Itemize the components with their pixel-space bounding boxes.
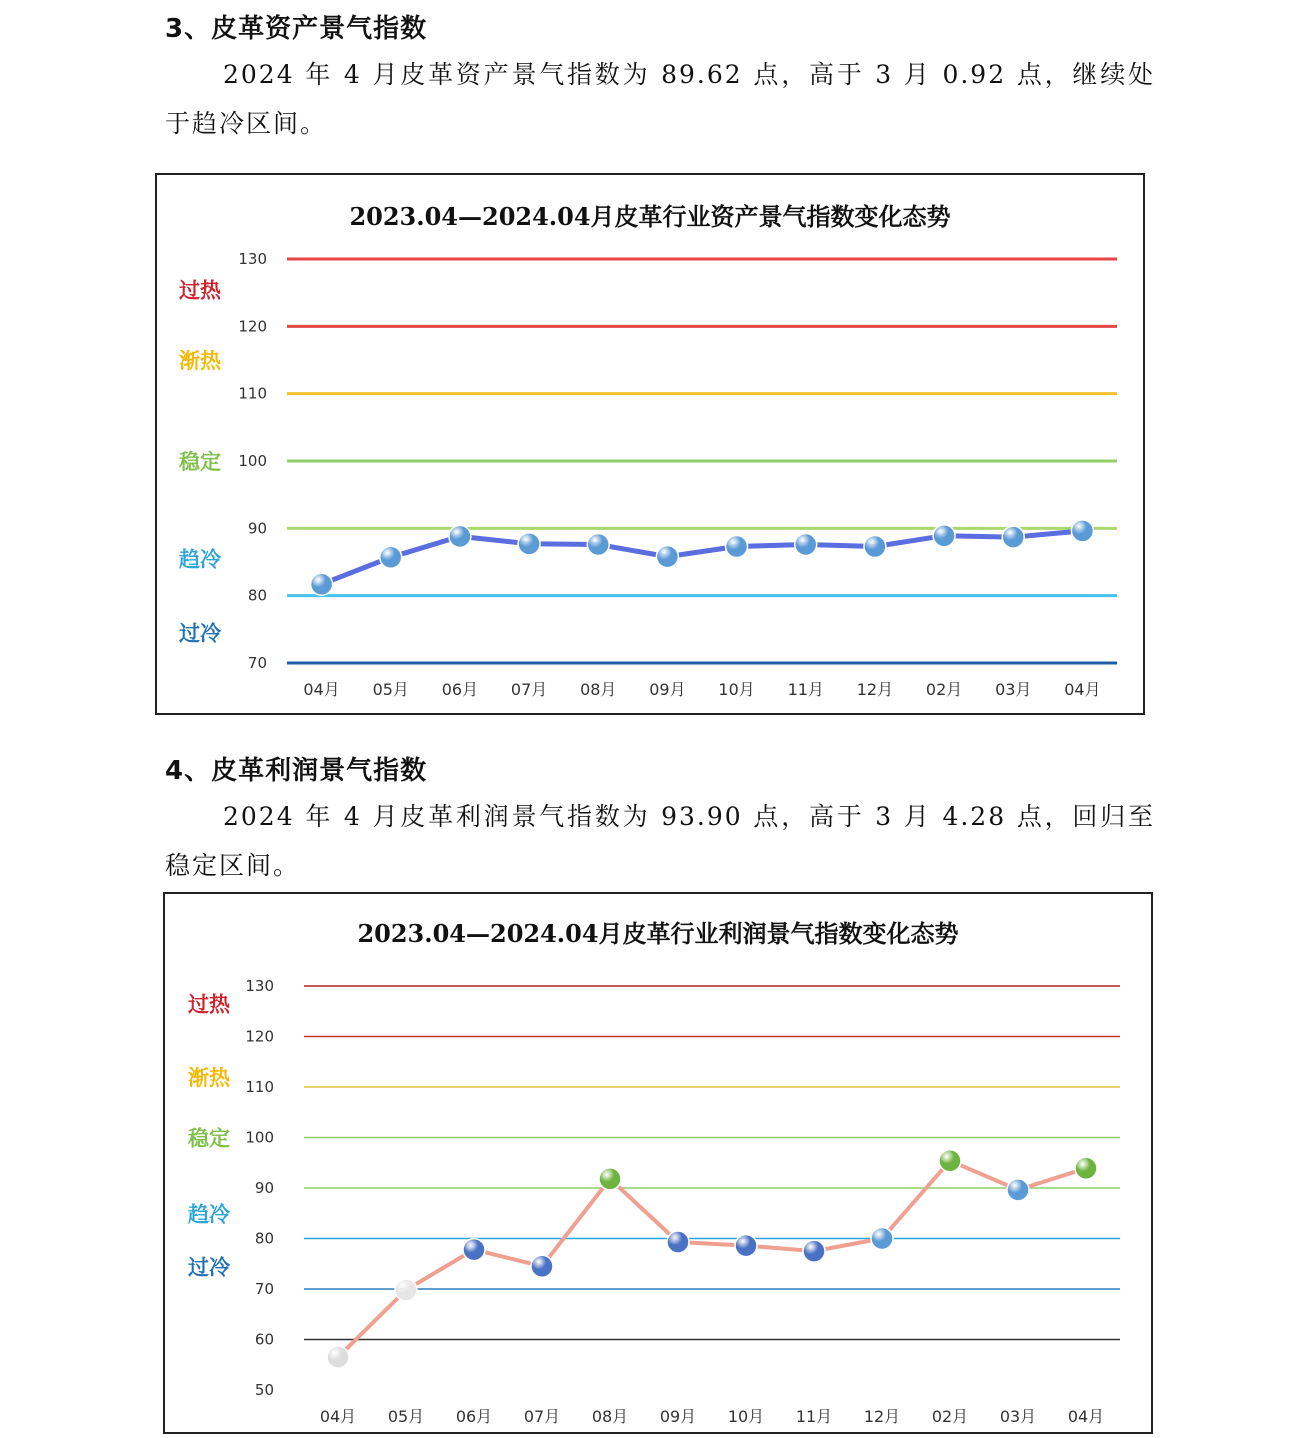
profit-zone-label: 过冷 <box>188 1255 230 1280</box>
profit-chart-frame <box>163 892 1153 1434</box>
section-heading-profit: 4、皮革利润景气指数 <box>165 756 428 786</box>
profit-ytick-label: 70 <box>254 1280 274 1298</box>
asset-xtick-label: 06月 <box>441 680 479 699</box>
asset-xtick-label: 07月 <box>510 680 548 699</box>
profit-data-point <box>599 1168 621 1190</box>
asset-data-point <box>933 525 955 547</box>
asset-ytick-label: 120 <box>238 317 267 336</box>
profit-xtick-label: 09月 <box>659 1407 697 1426</box>
asset-xtick-label: 02月 <box>925 680 963 699</box>
profit-xtick-label: 03月 <box>999 1407 1037 1426</box>
asset-zone-label: 稳定 <box>179 450 221 474</box>
profit-data-point <box>667 1231 689 1253</box>
profit-xtick-label: 04月 <box>319 1407 357 1426</box>
profit-xtick-label: 07月 <box>523 1407 561 1426</box>
profit-data-point <box>803 1240 825 1262</box>
asset-ytick-label: 110 <box>238 384 267 403</box>
profit-xtick-label: 08月 <box>591 1407 629 1426</box>
asset-chart-title: 2023.04—2024.04月皮革行业资产景气指数变化态势 <box>349 202 951 231</box>
asset-chart-svg <box>157 175 1143 713</box>
asset-data-point <box>449 525 471 547</box>
profit-data-point <box>395 1279 417 1301</box>
profit-ytick-label: 130 <box>245 977 274 995</box>
asset-data-point <box>587 533 609 555</box>
asset-data-point <box>518 533 540 555</box>
profit-ytick-label: 60 <box>254 1330 274 1349</box>
profit-data-point <box>871 1228 893 1250</box>
profit-xtick-label: 05月 <box>387 1407 425 1426</box>
asset-xtick-label: 12月 <box>856 680 894 699</box>
profit-zone-label: 趋冷 <box>188 1202 230 1227</box>
asset-data-point <box>380 546 402 568</box>
asset-chart-frame <box>155 173 1145 715</box>
profit-xtick-label: 06月 <box>455 1407 493 1426</box>
profit-data-point <box>735 1235 757 1257</box>
asset-xtick-label: 11月 <box>787 680 824 699</box>
profit-ytick-label: 80 <box>254 1229 274 1248</box>
asset-ytick-label: 130 <box>238 250 267 268</box>
profit-data-point <box>939 1150 961 1172</box>
profit-zone-label: 稳定 <box>188 1126 230 1151</box>
asset-ytick-label: 70 <box>247 654 267 672</box>
profit-ytick-label: 50 <box>254 1381 274 1399</box>
asset-data-point <box>1071 520 1093 542</box>
profit-xtick-label: 12月 <box>863 1407 901 1426</box>
section-paragraph-profit: 2024 年 4 月皮革利润景气指数为 93.90 点，高于 3 月 4.28 点，回归至稳定区间。 <box>165 802 1155 880</box>
asset-series-line <box>322 531 1083 584</box>
asset-zone-label: 过冷 <box>179 621 221 646</box>
asset-xtick-label: 10月 <box>718 680 755 699</box>
asset-data-point <box>656 546 678 568</box>
section-heading-asset: 3、皮革资产景气指数 <box>165 14 428 44</box>
profit-chart-title: 2023.04—2024.04月皮革行业利润景气指数变化态势 <box>357 919 959 948</box>
profit-data-point <box>327 1346 349 1368</box>
asset-data-point <box>1002 526 1024 548</box>
asset-data-point <box>311 573 333 595</box>
profit-ytick-label: 100 <box>245 1128 274 1147</box>
asset-zone-label: 渐热 <box>179 349 221 373</box>
asset-zone-label: 趋冷 <box>179 547 221 572</box>
profit-ytick-label: 120 <box>245 1027 274 1046</box>
profit-xtick-label: 10月 <box>727 1407 765 1426</box>
asset-ytick-label: 100 <box>238 452 267 470</box>
profit-xtick-label: 04月 <box>1067 1407 1105 1426</box>
asset-xtick-label: 04月 <box>1064 680 1101 699</box>
profit-series-line <box>338 1161 1086 1358</box>
asset-data-point <box>864 536 886 558</box>
asset-xtick-label: 04月 <box>303 680 340 699</box>
profit-xtick-label: 02月 <box>931 1407 969 1426</box>
asset-ytick-label: 90 <box>247 519 267 538</box>
profit-data-point <box>1007 1179 1029 1201</box>
profit-zone-label: 过热 <box>188 992 230 1017</box>
asset-xtick-label: 03月 <box>995 680 1032 699</box>
profit-ytick-label: 110 <box>245 1078 274 1096</box>
asset-ytick-label: 80 <box>247 586 267 605</box>
profit-chart-svg <box>165 894 1151 1432</box>
profit-xtick-label: 11月 <box>795 1407 833 1426</box>
asset-xtick-label: 08月 <box>580 680 617 699</box>
profit-data-point <box>531 1255 553 1277</box>
profit-data-point <box>463 1239 485 1261</box>
profit-data-point <box>1075 1157 1097 1179</box>
asset-data-point <box>795 533 817 555</box>
profit-zone-label: 渐热 <box>188 1065 230 1090</box>
asset-xtick-label: 05月 <box>372 680 409 699</box>
asset-zone-label: 过热 <box>179 278 221 303</box>
profit-ytick-label: 90 <box>254 1179 274 1197</box>
asset-xtick-label: 09月 <box>649 680 686 699</box>
asset-data-point <box>726 536 748 558</box>
section-paragraph-asset: 2024 年 4 月皮革资产景气指数为 89.62 点，高于 3 月 0.92 点，继续处于趋冷区间。 <box>165 60 1155 138</box>
